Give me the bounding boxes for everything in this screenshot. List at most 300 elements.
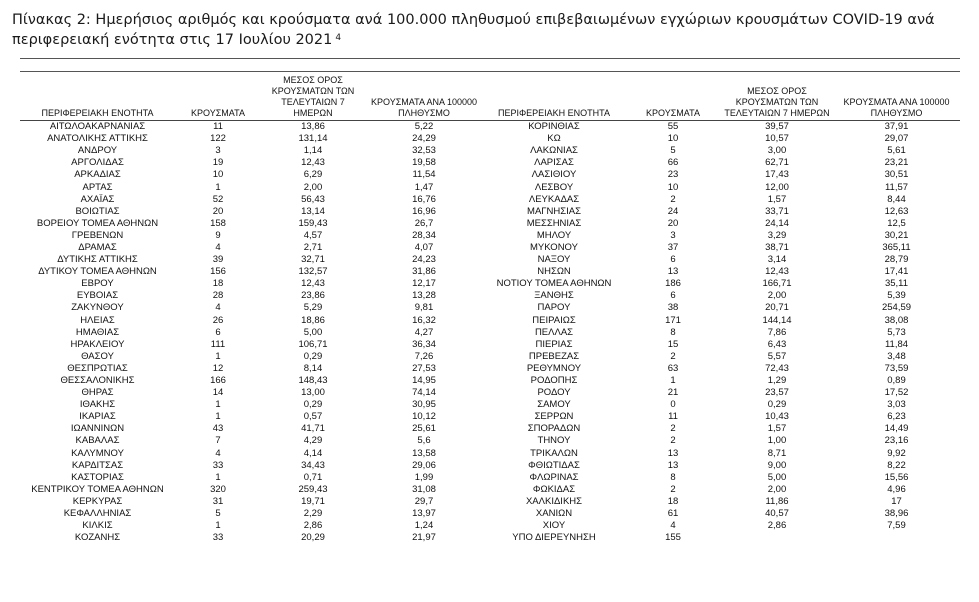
region-cell: ΠΑΡΟΥ <box>537 302 571 314</box>
avg-7day-cell: 3,00 <box>767 145 787 157</box>
avg-7day-cell: 8,71 <box>767 447 787 459</box>
per-100k-cell: 32,53 <box>412 145 436 157</box>
table-row <box>20 435 960 447</box>
table-row <box>20 411 960 423</box>
avg-7day-cell: 0,57 <box>303 411 323 423</box>
cases-cell: 33 <box>212 459 224 471</box>
avg-7day-cell: 6,43 <box>767 338 787 350</box>
per-100k-cell: 12,17 <box>412 278 436 290</box>
cases-cell: 4 <box>215 302 221 314</box>
avg-7day-cell: 12,43 <box>765 266 789 278</box>
avg-7day-cell: 3,14 <box>767 254 787 266</box>
region-cell: ΑΝΔΡΟΥ <box>77 145 118 157</box>
per-100k-cell: 17 <box>891 495 902 507</box>
region-cell: ΞΑΝΘΗΣ <box>534 290 574 302</box>
region-cell: ΚΕΦΑΛΛΗΝΙΑΣ <box>63 508 132 520</box>
per-100k-cell: 15,56 <box>884 471 909 483</box>
table-body <box>20 121 960 545</box>
region-cell: ΡΕΘΥΜΝΟΥ <box>526 362 582 374</box>
region-cell: ΛΑΡΙΣΑΣ <box>534 157 574 169</box>
per-100k-cell: 27,53 <box>412 362 436 374</box>
table-row <box>20 169 960 181</box>
avg-7day-cell: 2,29 <box>303 508 323 520</box>
caption-text: Πίνακας 2: Ημερήσιος αριθμός και κρούσματα ανά 100.000 πληθυσμού επιβεβαιωμένων εγχώριων κρουσμάτων COVID-19 ανά περιφερειακή ενότητα στις 17 Ιουλίου 2021 <box>12 12 935 48</box>
region-cell: ΡΟΔΟΥ <box>537 387 571 399</box>
avg-7day-cell: 13,86 <box>301 121 325 133</box>
region-cell: ΠΕΛΛΑΣ <box>534 326 574 338</box>
col-header-cases-per-100k: ΚΡΟΥΣΜΑΤΑ ΑΝΑ 100000 ΠΛΗΘΥΣΜΟ <box>365 75 483 121</box>
per-100k-cell: 37,91 <box>884 121 909 133</box>
per-100k-cell: 23,21 <box>884 157 909 169</box>
cases-cell: 1 <box>215 350 221 362</box>
cases-cell: 18 <box>212 278 224 290</box>
cases-cell: 4 <box>215 241 221 253</box>
avg-7day-cell: 0,71 <box>303 471 323 483</box>
region-cell: ΕΒΡΟΥ <box>81 278 114 290</box>
cases-cell: 6 <box>670 290 676 302</box>
region-cell: ΘΕΣΠΡΩΤΙΑΣ <box>67 362 128 374</box>
table-row <box>20 194 960 206</box>
region-cell: ΛΕΣΒΟΥ <box>534 181 574 193</box>
per-100k-cell: 24,29 <box>412 133 436 145</box>
per-100k-cell: 16,96 <box>412 205 436 217</box>
avg-7day-cell: 1,14 <box>303 145 323 157</box>
cases-cell: 63 <box>667 362 679 374</box>
region-cell: ΝΗΣΩΝ <box>537 266 571 278</box>
per-100k-cell: 31,86 <box>412 266 436 278</box>
per-100k-cell: 28,34 <box>412 229 436 241</box>
per-100k-cell: 29,06 <box>412 459 436 471</box>
cases-cell: 8 <box>670 471 676 483</box>
region-cell: ΦΛΩΡΙΝΑΣ <box>529 471 579 483</box>
cases-cell: 171 <box>665 314 681 326</box>
cases-cell: 33 <box>212 532 224 544</box>
avg-7day-cell: 13,00 <box>301 387 325 399</box>
per-100k-cell: 74,14 <box>412 387 436 399</box>
header-row <box>20 75 960 121</box>
per-100k-cell: 31,08 <box>412 483 436 495</box>
per-100k-cell: 4,27 <box>414 326 434 338</box>
per-100k-cell: 5,22 <box>414 121 434 133</box>
region-cell: ΗΜΑΘΙΑΣ <box>75 326 120 338</box>
region-cell: ΑΧΑΪΑΣ <box>80 193 115 205</box>
cases-cell: 5 <box>215 508 221 520</box>
region-cell: ΛΑΣΙΘΙΟΥ <box>531 169 577 181</box>
cases-cell: 122 <box>210 133 226 145</box>
cases-cell: 1 <box>215 471 221 483</box>
region-cell: ΚΑΒΑΛΑΣ <box>75 435 120 447</box>
per-100k-cell: 9,92 <box>887 447 906 459</box>
avg-7day-cell: 1,00 <box>767 435 787 447</box>
cases-cell: 19 <box>212 157 224 169</box>
cases-cell: 2 <box>670 435 676 447</box>
avg-7day-cell: 32,71 <box>301 254 325 266</box>
avg-7day-cell: 13,14 <box>301 205 325 217</box>
region-cell: ΜΗΛΟΥ <box>536 229 572 241</box>
avg-7day-cell: 39,57 <box>765 121 789 133</box>
table-row <box>20 290 960 302</box>
region-cell: ΑΙΤΩΛΟΑΚΑΡΝΑΝΙΑΣ <box>49 121 146 133</box>
avg-7day-cell: 72,43 <box>765 362 789 374</box>
region-cell: ΕΥΒΟΙΑΣ <box>76 290 119 302</box>
table-row <box>20 218 960 230</box>
avg-7day-cell: 2,00 <box>767 290 787 302</box>
avg-7day-cell: 0,29 <box>303 350 323 362</box>
cases-cell: 13 <box>667 266 679 278</box>
per-100k-cell: 26,7 <box>414 217 434 229</box>
per-100k-cell: 7,26 <box>414 350 434 362</box>
col-header-cases: ΚΡΟΥΣΜΑΤΑ <box>175 75 261 121</box>
per-100k-cell: 11,54 <box>412 169 436 181</box>
region-cell: ΜΕΣΣΗΝΙΑΣ <box>526 217 582 229</box>
cases-cell: 7 <box>215 435 221 447</box>
region-cell: ΛΕΥΚΑΔΑΣ <box>528 193 580 205</box>
cases-cell: 15 <box>667 338 679 350</box>
table-row <box>20 496 960 508</box>
per-100k-cell: 5,6 <box>417 435 431 447</box>
avg-7day-cell: 5,00 <box>767 471 787 483</box>
cases-cell: 2 <box>670 193 676 205</box>
cases-cell: 2 <box>670 350 676 362</box>
region-cell: ΦΘΙΩΤΙΔΑΣ <box>528 459 580 471</box>
avg-7day-cell: 20,29 <box>301 532 325 544</box>
avg-7day-cell: 5,00 <box>303 326 323 338</box>
cases-cell: 6 <box>670 254 676 266</box>
per-100k-cell: 35,11 <box>884 278 909 290</box>
region-cell: ΠΙΕΡΙΑΣ <box>535 338 573 350</box>
avg-7day-cell: 18,86 <box>301 314 325 326</box>
avg-7day-cell: 23,57 <box>765 387 789 399</box>
per-100k-cell: 14,49 <box>884 423 909 435</box>
region-cell: ΔΥΤΙΚΗΣ ΑΤΤΙΚΗΣ <box>57 254 138 266</box>
per-100k-cell: 8,44 <box>887 193 906 205</box>
cases-cell: 12 <box>212 362 224 374</box>
cases-cell: 66 <box>667 157 679 169</box>
cases-cell: 24 <box>667 205 679 217</box>
region-cell: ΚΕΡΚΥΡΑΣ <box>72 495 123 507</box>
region-cell: ΒΟΙΩΤΙΑΣ <box>75 205 120 217</box>
table-row <box>20 206 960 218</box>
per-100k-cell: 30,95 <box>412 399 436 411</box>
col-header-region: ΠΕΡΙΦΕΡΕΙΑΚΗ ΕΝΟΤΗΤΑ <box>483 75 625 121</box>
region-cell: ΑΝΑΤΟΛΙΚΗΣ ΑΤΤΙΚΗΣ <box>47 133 148 145</box>
avg-7day-cell: 2,86 <box>303 520 323 532</box>
cases-cell: 1 <box>215 520 221 532</box>
table-row <box>20 266 960 278</box>
per-100k-cell: 1,99 <box>414 471 434 483</box>
per-100k-cell: 25,61 <box>412 423 436 435</box>
region-cell: ΚΟΡΙΝΘΙΑΣ <box>528 121 580 133</box>
table-row <box>20 242 960 254</box>
table-row <box>20 181 960 193</box>
per-100k-cell: 9,81 <box>414 302 434 314</box>
cases-cell: 18 <box>667 495 679 507</box>
avg-7day-cell: 5,57 <box>767 350 787 362</box>
per-100k-cell: 6,23 <box>887 411 906 423</box>
avg-7day-cell: 2,00 <box>303 181 323 193</box>
avg-7day-cell: 19,71 <box>301 495 325 507</box>
col-header-region: ΠΕΡΙΦΕΡΕΙΑΚΗ ΕΝΟΤΗΤΑ <box>20 75 175 121</box>
per-100k-cell: 28,79 <box>884 254 909 266</box>
table-row <box>20 508 960 520</box>
cases-cell: 5 <box>670 145 676 157</box>
per-100k-cell: 11,84 <box>884 338 909 350</box>
cases-cell: 156 <box>210 266 226 278</box>
table-row <box>20 278 960 290</box>
region-cell: ΘΑΣΟΥ <box>81 350 114 362</box>
table-row <box>20 423 960 435</box>
avg-7day-cell: 33,71 <box>765 205 789 217</box>
avg-7day-cell: 10,57 <box>765 133 789 145</box>
region-cell: ΓΡΕΒΕΝΩΝ <box>71 229 124 241</box>
per-100k-cell: 3,03 <box>887 399 906 411</box>
region-cell: ΣΠΟΡΑΔΩΝ <box>527 423 581 435</box>
table-row <box>20 460 960 472</box>
cases-cell: 2 <box>670 483 676 495</box>
avg-7day-cell: 8,14 <box>303 362 323 374</box>
per-100k-cell: 12,5 <box>887 217 906 229</box>
region-cell: ΧΑΝΙΩΝ <box>535 508 573 520</box>
per-100k-cell: 17,41 <box>884 266 909 278</box>
table-row <box>20 484 960 496</box>
cases-cell: 3 <box>215 145 221 157</box>
region-cell: ΖΑΚΥΝΘΟΥ <box>71 302 124 314</box>
region-cell: ΜΥΚΟΝΟΥ <box>530 241 578 253</box>
per-100k-cell: 16,32 <box>412 314 436 326</box>
table-row <box>20 121 960 134</box>
per-100k-cell: 38,08 <box>884 314 909 326</box>
avg-7day-cell: 0,29 <box>303 399 323 411</box>
region-cell: ΑΡΤΑΣ <box>82 181 113 193</box>
region-cell: ΛΑΚΩΝΙΑΣ <box>530 145 578 157</box>
avg-7day-cell: 10,43 <box>765 411 789 423</box>
cases-cell: 320 <box>210 483 226 495</box>
cases-cell: 61 <box>667 508 679 520</box>
per-100k-cell: 0,89 <box>887 375 906 387</box>
per-100k-cell: 23,16 <box>884 435 909 447</box>
cases-cell: 28 <box>212 290 224 302</box>
avg-7day-cell: 4,14 <box>303 447 323 459</box>
region-cell: ΤΡΙΚΑΛΩΝ <box>530 447 578 459</box>
avg-7day-cell: 56,43 <box>301 193 325 205</box>
region-cell: ΑΡΓΟΛΙΔΑΣ <box>71 157 124 169</box>
cases-cell: 10 <box>667 133 679 145</box>
cases-cell: 4 <box>670 520 676 532</box>
avg-7day-cell: 166,71 <box>762 278 792 290</box>
avg-7day-cell: 7,86 <box>767 326 787 338</box>
col-header-7day-average: ΜΕΣΟΣ ΟΡΟΣ ΚΡΟΥΣΜΑΤΩΝ ΤΩΝ ΤΕΛΕΥΤΑΙΩΝ 7 ΗΜΕΡΩΝ <box>261 75 365 121</box>
cases-cell: 155 <box>665 532 681 544</box>
table-row <box>20 520 960 532</box>
avg-7day-cell: 41,71 <box>301 423 325 435</box>
cases-cell: 31 <box>212 495 224 507</box>
per-100k-cell: 29,7 <box>414 495 434 507</box>
avg-7day-cell: 17,43 <box>765 169 789 181</box>
avg-7day-cell: 24,14 <box>765 217 789 229</box>
region-cell: ΧΙΟΥ <box>542 520 566 532</box>
cases-cell: 111 <box>210 338 226 350</box>
cases-cell: 23 <box>667 169 679 181</box>
avg-7day-cell: 131,14 <box>298 133 328 145</box>
avg-7day-cell: 0,29 <box>767 399 787 411</box>
table-row <box>20 302 960 314</box>
cases-cell: 10 <box>667 181 679 193</box>
region-cell: ΚΑΛΥΜΝΟΥ <box>71 447 124 459</box>
cases-cell: 186 <box>665 278 681 290</box>
avg-7day-cell: 1,57 <box>767 423 787 435</box>
table-row <box>20 472 960 484</box>
region-cell: ΙΩΑΝΝΙΝΩΝ <box>70 423 125 435</box>
cases-cell: 20 <box>667 217 679 229</box>
per-100k-cell: 30,51 <box>884 169 909 181</box>
per-100k-cell: 73,59 <box>884 362 909 374</box>
table-caption <box>12 10 972 50</box>
per-100k-cell: 29,07 <box>884 133 909 145</box>
table-row <box>20 254 960 266</box>
region-cell: ΣΑΜΟΥ <box>537 399 571 411</box>
table-row <box>20 448 960 460</box>
cases-cell: 9 <box>215 229 221 241</box>
avg-7day-cell: 4,29 <box>303 435 323 447</box>
per-100k-cell: 4,07 <box>414 241 434 253</box>
per-100k-cell: 254,59 <box>881 302 912 314</box>
col-header-cases: ΚΡΟΥΣΜΑΤΑ <box>625 75 721 121</box>
avg-7day-cell: 3,29 <box>767 229 787 241</box>
cases-cell: 4 <box>215 447 221 459</box>
table-row <box>20 363 960 375</box>
region-cell: ΙΘΑΚΗΣ <box>79 399 116 411</box>
per-100k-cell: 12,63 <box>884 205 909 217</box>
per-100k-cell: 8,22 <box>887 459 906 471</box>
avg-7day-cell: 132,57 <box>298 266 328 278</box>
table-row <box>20 230 960 242</box>
top-rule <box>20 58 960 59</box>
per-100k-cell: 30,21 <box>884 229 909 241</box>
table-row <box>20 327 960 339</box>
region-cell: ΠΕΙΡΑΙΩΣ <box>532 314 576 326</box>
avg-7day-cell: 2,00 <box>767 483 787 495</box>
region-cell: ΔΥΤΙΚΟΥ ΤΟΜΕΑ ΑΘΗΝΩΝ <box>38 266 157 278</box>
cases-cell: 10 <box>212 169 224 181</box>
avg-7day-cell: 4,57 <box>303 229 323 241</box>
avg-7day-cell: 1,57 <box>767 193 787 205</box>
region-cell: ΗΡΑΚΛΕΙΟΥ <box>70 338 125 350</box>
cases-cell: 39 <box>212 254 224 266</box>
table-row <box>20 387 960 399</box>
per-100k-cell: 1,24 <box>414 520 434 532</box>
per-100k-cell: 7,59 <box>887 520 906 532</box>
region-cell: ΙΚΑΡΙΑΣ <box>79 411 116 423</box>
table-row <box>20 532 960 544</box>
avg-7day-cell: 62,71 <box>765 157 789 169</box>
per-100k-cell: 5,39 <box>887 290 906 302</box>
table-row <box>20 145 960 157</box>
second-rule <box>20 71 960 72</box>
region-cell: ΚΙΛΚΙΣ <box>82 520 113 532</box>
cases-cell: 38 <box>667 302 679 314</box>
cases-cell: 11 <box>668 411 678 423</box>
cases-cell: 1 <box>215 411 221 423</box>
avg-7day-cell: 20,71 <box>765 302 789 314</box>
avg-7day-cell: 5,29 <box>303 302 323 314</box>
region-cell: ΚΑΣΤΟΡΙΑΣ <box>71 471 124 483</box>
region-cell: ΑΡΚΑΔΙΑΣ <box>74 169 121 181</box>
per-100k-cell: 13,58 <box>412 447 436 459</box>
avg-7day-cell: 40,57 <box>765 508 789 520</box>
col-header-7day-average: ΜΕΣΟΣ ΟΡΟΣ ΚΡΟΥΣΜΑΤΩΝ ΤΩΝ ΤΕΛΕΥΤΑΙΩΝ 7 ΗΜΕΡΩΝ <box>721 75 833 121</box>
region-cell: ΒΟΡΕΙΟΥ ΤΟΜΕΑ ΑΘΗΝΩΝ <box>36 217 159 229</box>
region-cell: ΔΡΑΜΑΣ <box>78 241 117 253</box>
avg-7day-cell: 12,00 <box>765 181 789 193</box>
per-100k-cell: 5,73 <box>887 326 906 338</box>
avg-7day-cell: 12,43 <box>301 157 325 169</box>
region-cell: ΧΑΛΚΙΔΙΚΗΣ <box>525 495 583 507</box>
avg-7day-cell: 34,43 <box>301 459 325 471</box>
per-100k-cell: 11,57 <box>884 181 909 193</box>
avg-7day-cell: 159,43 <box>298 217 328 229</box>
cases-cell: 1 <box>215 181 221 193</box>
cases-cell: 55 <box>667 121 679 133</box>
region-cell: ΥΠΟ ΔΙΕΡΕΥΝΗΣΗ <box>512 532 596 544</box>
per-100k-cell: 1,47 <box>414 181 434 193</box>
table-row <box>20 375 960 387</box>
cases-by-region-table <box>20 75 960 544</box>
per-100k-cell: 10,12 <box>412 411 436 423</box>
avg-7day-cell: 23,86 <box>301 290 325 302</box>
region-cell: ΠΡΕΒΕΖΑΣ <box>528 350 580 362</box>
region-cell: ΚΟΖΑΝΗΣ <box>74 532 121 544</box>
region-cell: ΣΕΡΡΩΝ <box>534 411 574 423</box>
avg-7day-cell: 2,86 <box>767 520 787 532</box>
avg-7day-cell: 259,43 <box>298 483 328 495</box>
per-100k-cell: 5,61 <box>887 145 906 157</box>
per-100k-cell: 3,48 <box>887 350 906 362</box>
region-cell: ΦΩΚΙΔΑΣ <box>532 483 576 495</box>
avg-7day-cell: 9,00 <box>767 459 787 471</box>
cases-cell: 1 <box>670 375 676 387</box>
table-row <box>20 157 960 169</box>
region-cell: ΡΟΔΟΠΗΣ <box>530 375 578 387</box>
per-100k-cell: 13,97 <box>412 508 436 520</box>
cases-cell: 37 <box>667 241 679 253</box>
region-cell: ΚΩ <box>547 133 561 145</box>
avg-7day-cell: 12,43 <box>301 278 325 290</box>
cases-cell: 13 <box>667 459 679 471</box>
per-100k-cell <box>833 532 960 544</box>
region-cell: ΝΟΤΙΟΥ ΤΟΜΕΑ ΑΘΗΝΩΝ <box>496 278 612 290</box>
cases-cell: 20 <box>212 205 224 217</box>
avg-7day-cell: 144,14 <box>762 314 792 326</box>
per-100k-cell: 36,34 <box>412 338 436 350</box>
avg-7day-cell: 6,29 <box>303 169 323 181</box>
table-row <box>20 339 960 351</box>
per-100k-cell: 16,76 <box>412 193 436 205</box>
caption-footnote-marker: 4 <box>335 33 342 43</box>
region-cell: ΘΗΡΑΣ <box>81 387 114 399</box>
region-cell: ΜΑΓΝΗΣΙΑΣ <box>527 205 581 217</box>
cases-cell: 166 <box>210 375 226 387</box>
cases-cell: 158 <box>210 217 226 229</box>
per-100k-cell: 14,95 <box>412 375 436 387</box>
per-100k-cell: 17,52 <box>884 387 909 399</box>
table-row <box>20 399 960 411</box>
cases-cell: 26 <box>212 314 224 326</box>
region-cell: ΚΕΝΤΡΙΚΟΥ ΤΟΜΕΑ ΑΘΗΝΩΝ <box>31 483 164 495</box>
region-cell: ΝΑΞΟΥ <box>537 254 571 266</box>
per-100k-cell: 4,96 <box>887 483 906 495</box>
avg-7day-cell <box>721 532 833 544</box>
avg-7day-cell: 2,71 <box>303 241 323 253</box>
